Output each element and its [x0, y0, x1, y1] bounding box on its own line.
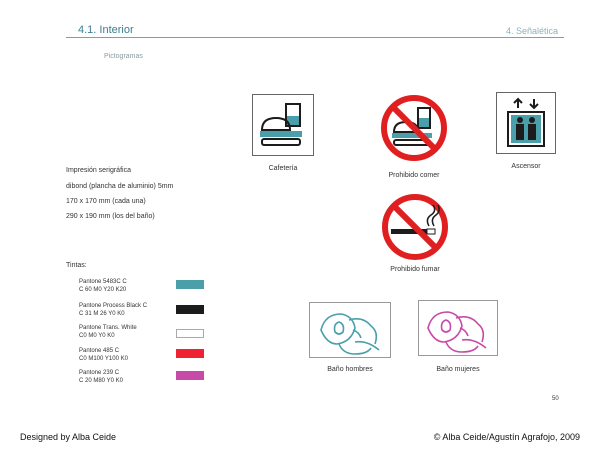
no-smoking-caption: Prohibido fumar — [390, 266, 440, 273]
ink-name: Pantone Trans. White — [79, 325, 137, 331]
men-restroom-sign — [309, 302, 391, 358]
ink-entry — [79, 324, 137, 340]
ink-cmyk: C 31 M 26 Y0 K0 — [79, 311, 125, 317]
ink-swatch-teal — [176, 280, 204, 289]
ink-entry — [79, 278, 127, 294]
men-restroom-caption: Baño hombres — [327, 366, 373, 373]
ink-name: Pantone 485 C — [79, 348, 120, 354]
women-restroom-caption: Baño mujeres — [436, 366, 480, 373]
elevator-icon — [496, 92, 556, 154]
ink-entry — [79, 302, 147, 318]
women-restroom-icon — [418, 300, 498, 356]
ink-swatch-black — [176, 305, 204, 314]
cafeteria-sign — [252, 94, 314, 156]
cafeteria-icon — [252, 94, 314, 156]
inks-label: Tintas: — [66, 262, 87, 269]
ink-name: Pantone Process Black C — [79, 303, 148, 309]
no-eating-sign — [380, 94, 448, 162]
elevator-caption: Ascensor — [511, 163, 541, 170]
no-smoking-sign — [381, 193, 449, 261]
spec-size-bathroom: 290 x 190 mm (los del baño) — [66, 213, 155, 220]
cafeteria-caption: Cafetería — [268, 165, 298, 172]
no-eating-caption: Prohibido comer — [388, 172, 440, 179]
men-restroom-icon — [309, 302, 391, 358]
ink-cmyk: C0 M0 Y0 K0 — [79, 333, 115, 339]
elevator-sign — [496, 92, 556, 154]
ink-cmyk: C 20 M80 Y0 K0 — [79, 378, 123, 384]
ink-swatch-magenta — [176, 371, 204, 380]
page-title: 4.1. Interior — [78, 24, 134, 36]
no-smoking-icon — [381, 193, 449, 261]
footer-copyright: © Alba Ceide/Agustín Agrafojo, 2009 — [433, 432, 580, 442]
ink-name: Pantone 5483C C — [79, 279, 127, 285]
ink-entry — [79, 347, 128, 363]
ink-swatch-white — [176, 329, 204, 338]
section-title: 4. Señalética — [505, 26, 558, 36]
ink-cmyk: C0 M100 Y100 K0 — [79, 356, 128, 362]
spec-size: 170 x 170 mm (cada una) — [66, 198, 146, 205]
footer-designer: Designed by Alba Ceide — [20, 432, 117, 442]
spec-material: dibond (plancha de aluminio) 5mm — [66, 183, 174, 190]
header-divider — [66, 37, 564, 38]
page-number: 50 — [552, 396, 559, 402]
page-subtitle: Pictogramas — [104, 53, 143, 60]
women-restroom-sign — [418, 300, 498, 356]
no-eating-icon — [380, 94, 448, 162]
ink-swatch-red — [176, 349, 204, 358]
ink-entry — [79, 369, 123, 385]
spec-printing: Impresión serigráfica — [66, 167, 131, 174]
ink-cmyk: C 60 M0 Y20 K20 — [79, 287, 127, 293]
ink-name: Pantone 239 C — [79, 370, 120, 376]
